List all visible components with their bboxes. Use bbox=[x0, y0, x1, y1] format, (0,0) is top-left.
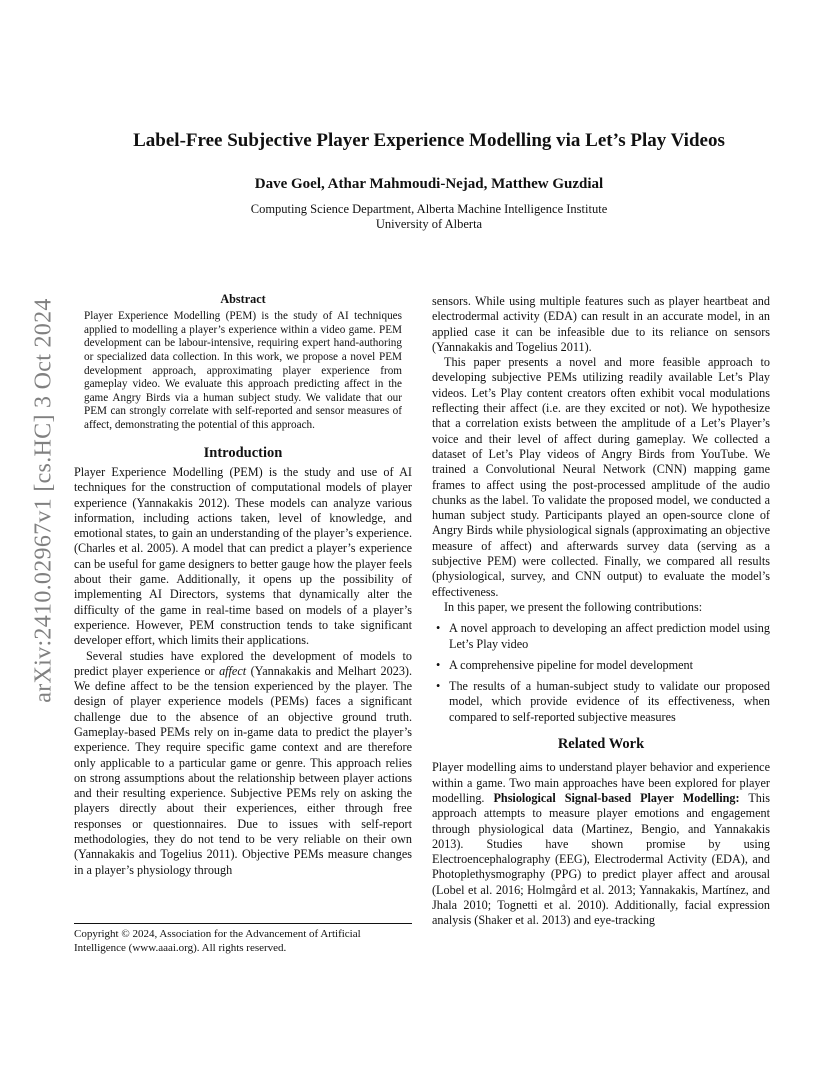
copyright-footnote bbox=[74, 923, 412, 955]
footnote-rule bbox=[74, 923, 412, 924]
contributions-list bbox=[432, 621, 770, 725]
intro-p2-text-b: (Yannakakis and Melhart 2023). We define affect to be the tension experienced by the player. The design of player experience models (PEMs) faces a significant challenge due to the absence of an objective ground truth. Gameplay-based PEMs rely on in-game data to predict the player’s experience. They require specific game context and are therefore only applicable to a particular game or genre. This approach relies on strong assumptions about the relationship between player actions and their resulting experience. Subjective PEMs rely on asking the players directly about their experiences, either through free responses or questionnaires. Due to issues with self-report methodologies, they do not tend to be very reliable on their own (Yannakakis and Togelius 2011). Objective PEMs measure changes in a player’s physiology through bbox=[74, 663, 413, 877]
intro-p2-text-a: Several studies have explored the development of models to predict player experience or bbox=[74, 648, 412, 678]
paper-affiliation bbox=[74, 202, 784, 232]
left-column bbox=[74, 292, 412, 878]
paper-title: Label-Free Subjective Player Experience Modelling via Let’s Play Videos bbox=[133, 130, 725, 151]
arxiv-stamp bbox=[22, 297, 66, 703]
list-item: • A comprehensive pipeline for model development bbox=[432, 658, 770, 673]
intro-p2-emphasis: affect bbox=[219, 663, 247, 678]
right-paragraph-1: This paper presents a novel and more feasible approach to developing subjective PEMs utilizing readily available Let’s Play videos. Let’s Play content creators often exhibit vocal modulations reflecting their affect (i.e. are they excited or not). We hypothesize that a correlation exists between the amplitude of a Let’s Player’s voice and their level of affect during gameplay. We collected a dataset of Let’s Play videos of Angry Birds from YouTube. We trained a Convolutional Neural Network (CNN) mapping game frames to affect using the post-processed amplitude of the audio chunks as the label. To validate the proposed model, we conducted a human subject study. Participants played an open-source clone of Angry Birds while physiological signals (approximating an objective measure of affect) and afterwards survey data (serving as a subjective PEM) were collected. Finally, we compared all results (physiological, survey, and CNN output) to evaluate the model’s effectiveness. bbox=[432, 355, 770, 599]
rw-bold-term: Phsiological Signal-based Player Modelling: bbox=[493, 790, 740, 805]
intro-paragraph-1: Player Experience Modelling (PEM) is the study and use of AI techniques for the construction of computational models of player experience (Yannakakis 2012). These models can analyze various information, including actions taken, level of knowledge, and emotional states, to gain an understanding of the player’s experience. (Charles et al. 2005). A model that can predict a player’s experience can be useful for game designers to better gauge how the player feels about their game. Additionally, it opens up the possibility of implementing AI Directors, systems that dynamically alter the difficulty of the game in real-time based on models of a player’s experience. However, PEM construction tends to take significant developer effort, which limits their applications. bbox=[74, 464, 412, 648]
list-item: • The results of a human-subject study to validate our proposed model, which provide evidence of its effectiveness, when compared to self-reported subjective measures bbox=[432, 679, 770, 725]
affiliation-line-1: Computing Science Department, Alberta Machine Intelligence Institute bbox=[250, 202, 608, 216]
rw-text-a: Player modelling aims to understand player behavior and experience within a game. Two main approaches have been explored for player modelling. bbox=[432, 760, 770, 805]
rw-text-b: This approach attempts to measure player emotions and engagement through physiological data (Martinez, Bengio, and Yannakakis 2013). Studies have shown promise by using Electroencephalography (EEG), Electrodermal Activity (EDA), and Photoplethysmography (PPG) to predict player affect and arousal (Lobel et al. 2016; Holmgård et al. 2013; Yannakakis, Martínez, and Jhala 2010; Tognetti et al. 2010). Additionally, facial expression analysis (Shaker et al. 2013) and eye-tracking bbox=[432, 790, 771, 928]
abstract-heading: Abstract bbox=[220, 292, 266, 306]
copyright-text: Copyright © 2024, Association for the Advancement of Artificial Intelligence (www.aaai.org). All rights reserved. bbox=[74, 928, 361, 954]
right-paragraph-0: sensors. While using multiple features such as player heartbeat and electrodermal activity (EDA) can result in an accurate model, in an applied case it can be infeasible due to its reliance on sensors (Yannakakis and Togelius 2011). bbox=[432, 294, 770, 354]
intro-paragraph-2 bbox=[74, 649, 412, 878]
paper-authors: Dave Goel, Athar Mahmoudi-Nejad, Matthew Guzdial bbox=[254, 176, 604, 192]
related-work-heading: Related Work bbox=[557, 736, 645, 753]
abstract-text: Player Experience Modelling (PEM) is the study of AI techniques applied to modelling a player’s experience within a video game. PEM development can be labour-intensive, requiring expert hand-authoring or specialized data collection. In this work, we propose a novel PEM development approach, approximating player experience from gameplay video. We evaluate this approach predicting affect in the game Angry Birds via a human subject study. We validate that our PEM can strongly correlate with self-reported and sensor measures of affect, demonstrating the potential of this approach. bbox=[84, 310, 402, 432]
related-work-paragraph bbox=[432, 760, 770, 928]
right-paragraph-2: In this paper, we present the following contributions: bbox=[444, 599, 703, 614]
introduction-heading: Introduction bbox=[203, 444, 283, 461]
list-item: • A novel approach to developing an affect prediction model using Let’s Play video bbox=[432, 621, 770, 652]
affiliation-line-2: University of Alberta bbox=[375, 217, 483, 231]
arxiv-id: arXiv:2410.02967v1 [cs.HC] 3 Oct 2024 bbox=[30, 297, 57, 703]
right-column bbox=[432, 294, 770, 929]
